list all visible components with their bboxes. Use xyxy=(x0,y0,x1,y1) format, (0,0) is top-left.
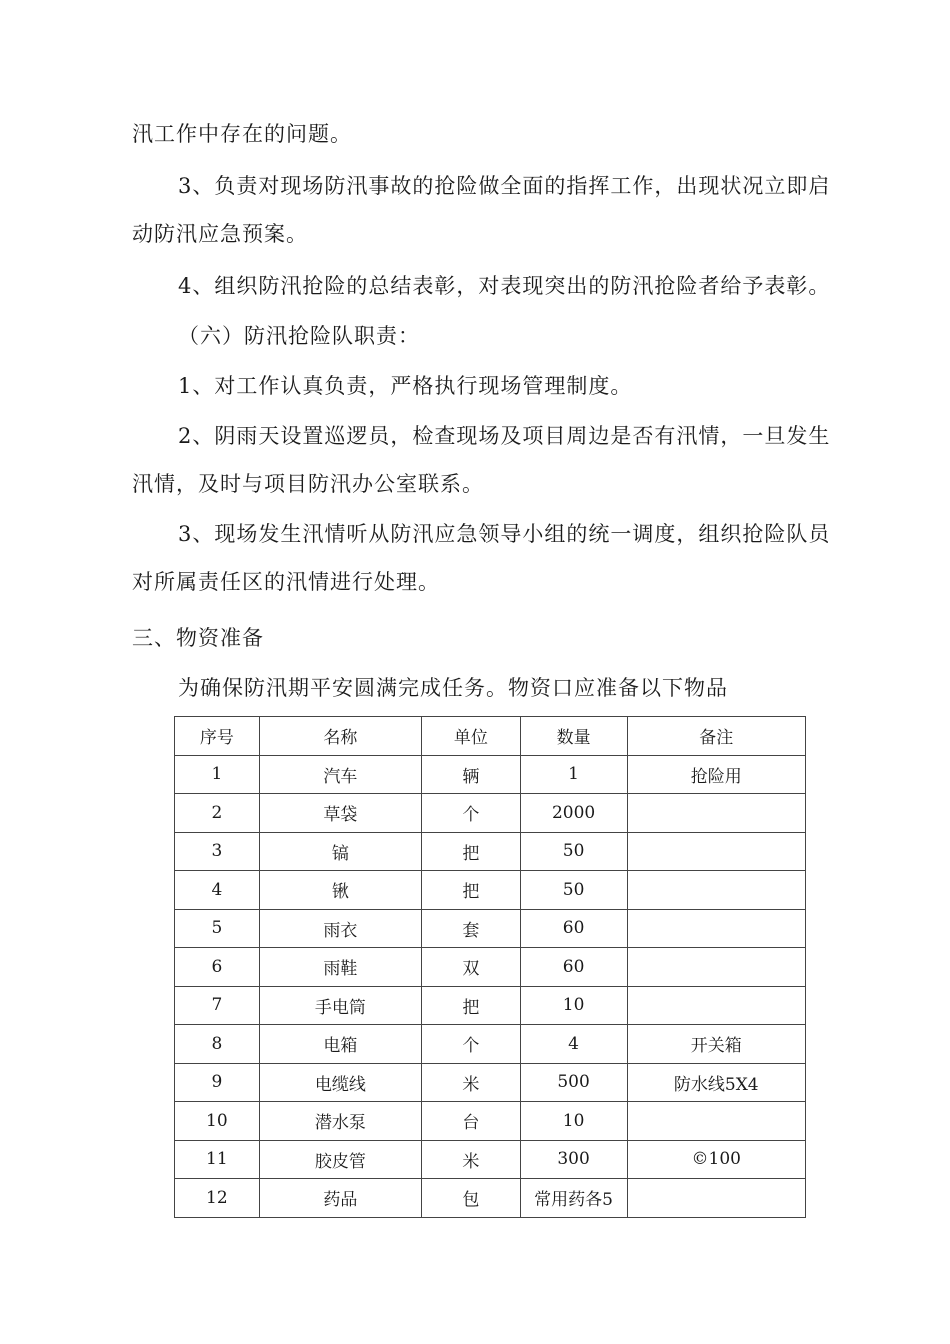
table-row xyxy=(175,1102,806,1141)
text-line: 3、负责对现场防汛事故的抢险做全面的指挥工作，出现状况立即启 xyxy=(178,174,831,198)
paragraph-5 xyxy=(132,412,844,508)
cell-no: 10 xyxy=(175,1102,260,1141)
cell-unit: 把 xyxy=(422,832,521,871)
table-row xyxy=(175,986,806,1025)
cell-unit: 米 xyxy=(422,1063,521,1102)
cell-quantity: 60 xyxy=(520,909,627,948)
paragraph-2 xyxy=(132,162,844,258)
cell-no: 5 xyxy=(175,909,260,948)
cell-no: 4 xyxy=(175,871,260,910)
header-cell-name: 名称 xyxy=(259,717,421,756)
section-heading-team-duties xyxy=(132,312,844,360)
header-cell-no: 序号 xyxy=(175,717,260,756)
text-line: （六）防汛抢险队职责： xyxy=(178,324,420,348)
cell-unit: 个 xyxy=(422,1025,521,1064)
text-line: 1、对工作认真负责，严格执行现场管理制度。 xyxy=(178,374,633,398)
cell-unit: 把 xyxy=(422,986,521,1025)
cell-name: 汽车 xyxy=(259,755,421,794)
cell-quantity: 60 xyxy=(520,948,627,987)
cell-quantity: 1 xyxy=(520,755,627,794)
cell-name: 锹 xyxy=(259,871,421,910)
text-line: 汛情，及时与项目防汛办公室联系。 xyxy=(132,472,484,496)
cell-note xyxy=(627,909,805,948)
text-line: 对所属责任区的汛情进行处理。 xyxy=(132,570,440,594)
cell-quantity: 2000 xyxy=(520,794,627,833)
text-line: 2、阴雨天设置巡逻员，检查现场及项目周边是否有汛情，一旦发生 xyxy=(178,424,831,448)
table-row xyxy=(175,832,806,871)
table-row xyxy=(175,1063,806,1102)
table-body xyxy=(175,755,806,1217)
cell-note xyxy=(627,871,805,910)
text-line: 4、组织防汛抢险的总结表彰，对表现突出的防汛抢险者给予表彰。 xyxy=(178,274,831,298)
cell-name: 镐 xyxy=(259,832,421,871)
cell-name: 草袋 xyxy=(259,794,421,833)
cell-note: ©100 xyxy=(627,1140,805,1179)
cell-quantity: 50 xyxy=(520,832,627,871)
materials-table xyxy=(174,716,806,1218)
text-line: 为确保防汛期平安圆满完成任务。物资口应准备以下物品 xyxy=(178,676,728,700)
cell-name: 雨衣 xyxy=(259,909,421,948)
text-line: 3、现场发生汛情听从防汛应急领导小组的统一调度，组织抢险队员 xyxy=(178,522,831,546)
text-line: 动防汛应急预案。 xyxy=(132,222,308,246)
cell-quantity: 常用药各5 xyxy=(520,1179,627,1218)
header-cell-note: 备注 xyxy=(627,717,805,756)
cell-unit: 台 xyxy=(422,1102,521,1141)
cell-no: 8 xyxy=(175,1025,260,1064)
cell-unit: 双 xyxy=(422,948,521,987)
cell-no: 3 xyxy=(175,832,260,871)
header-cell-quantity: 数量 xyxy=(520,717,627,756)
table-row xyxy=(175,1140,806,1179)
cell-no: 11 xyxy=(175,1140,260,1179)
cell-quantity: 50 xyxy=(520,871,627,910)
cell-no: 6 xyxy=(175,948,260,987)
header-cell-unit: 单位 xyxy=(422,717,521,756)
cell-unit: 包 xyxy=(422,1179,521,1218)
cell-unit: 个 xyxy=(422,794,521,833)
table-row xyxy=(175,755,806,794)
table-header-row xyxy=(175,717,806,756)
paragraph-6 xyxy=(132,510,844,606)
cell-unit: 米 xyxy=(422,1140,521,1179)
cell-name: 药品 xyxy=(259,1179,421,1218)
cell-note xyxy=(627,1179,805,1218)
cell-no: 12 xyxy=(175,1179,260,1218)
cell-note xyxy=(627,832,805,871)
text-line: 三、物资准备 xyxy=(132,626,264,650)
paragraph-3 xyxy=(132,262,844,310)
cell-name: 潜水泵 xyxy=(259,1102,421,1141)
cell-quantity: 10 xyxy=(520,986,627,1025)
cell-name: 电缆线 xyxy=(259,1063,421,1102)
cell-note: 抢险用 xyxy=(627,755,805,794)
cell-no: 7 xyxy=(175,986,260,1025)
table-row xyxy=(175,871,806,910)
cell-note: 开关箱 xyxy=(627,1025,805,1064)
paragraph-4 xyxy=(132,362,844,410)
cell-quantity: 300 xyxy=(520,1140,627,1179)
cell-quantity: 4 xyxy=(520,1025,627,1064)
cell-name: 电箱 xyxy=(259,1025,421,1064)
table-row xyxy=(175,1179,806,1218)
cell-note xyxy=(627,986,805,1025)
table-row xyxy=(175,909,806,948)
section-heading-materials xyxy=(132,614,844,662)
cell-quantity: 500 xyxy=(520,1063,627,1102)
table-row xyxy=(175,1025,806,1064)
paragraph-7 xyxy=(132,664,844,712)
cell-name: 胶皮管 xyxy=(259,1140,421,1179)
paragraph-1 xyxy=(132,110,844,158)
table-row xyxy=(175,794,806,833)
cell-no: 2 xyxy=(175,794,260,833)
cell-note: 防水线5X4 xyxy=(627,1063,805,1102)
cell-no: 1 xyxy=(175,755,260,794)
table-row xyxy=(175,948,806,987)
cell-quantity: 10 xyxy=(520,1102,627,1141)
cell-unit: 套 xyxy=(422,909,521,948)
cell-name: 手电筒 xyxy=(259,986,421,1025)
cell-note xyxy=(627,794,805,833)
cell-unit: 把 xyxy=(422,871,521,910)
cell-unit: 辆 xyxy=(422,755,521,794)
cell-note xyxy=(627,1102,805,1141)
cell-no: 9 xyxy=(175,1063,260,1102)
text-line: 汛工作中存在的问题。 xyxy=(132,122,352,146)
cell-name: 雨鞋 xyxy=(259,948,421,987)
cell-note xyxy=(627,948,805,987)
